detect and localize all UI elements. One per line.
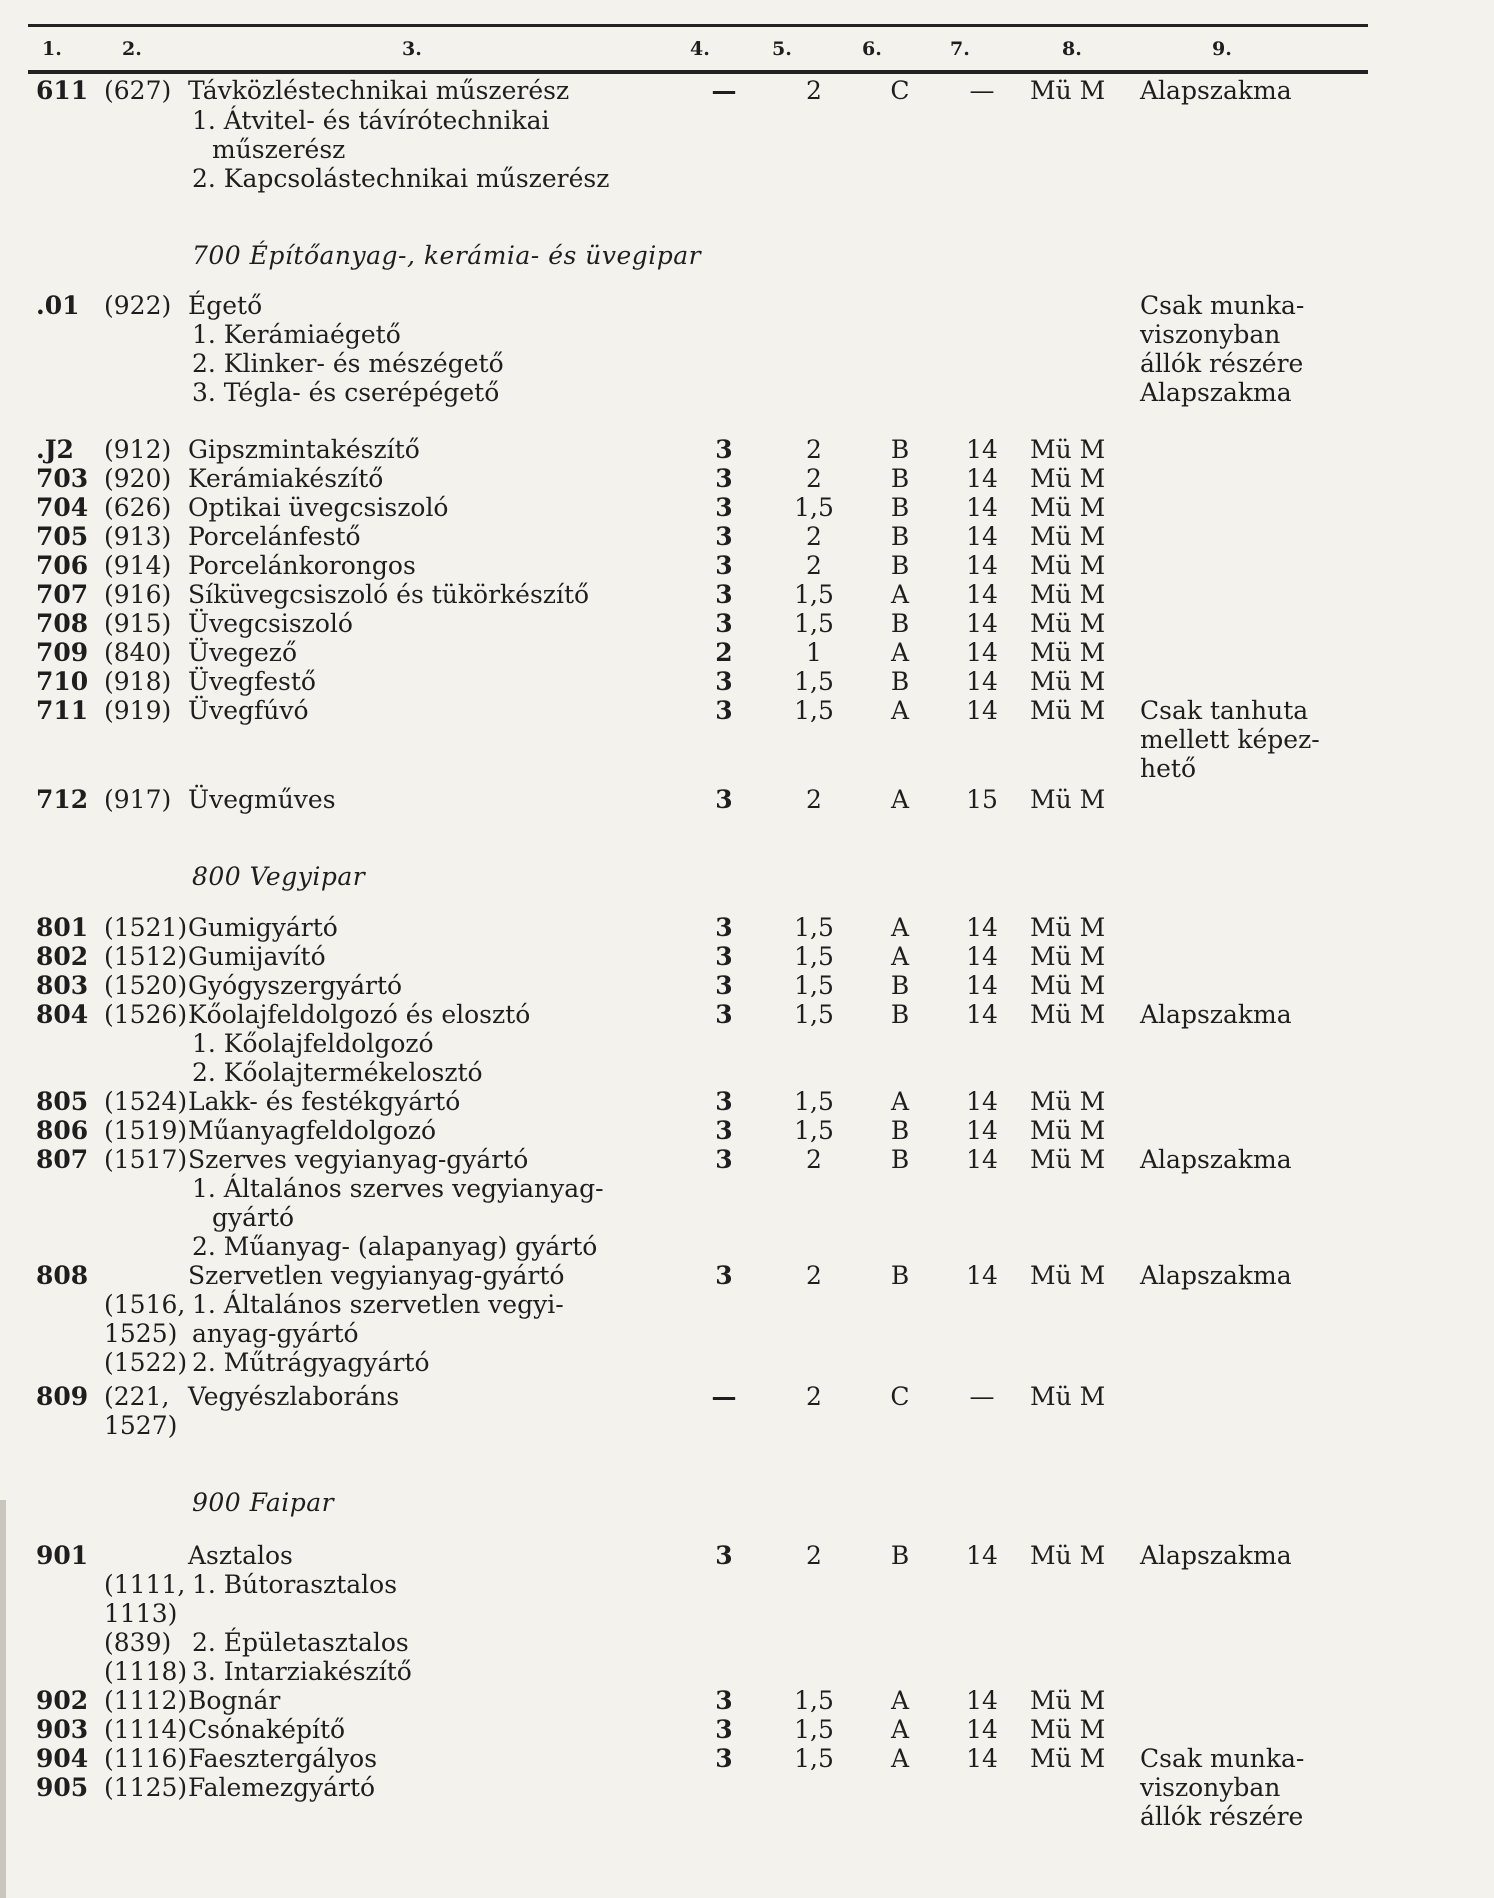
col-5-value: 2 <box>806 1261 822 1290</box>
col-7-value: 14 <box>966 1145 998 1174</box>
old-code: (912) <box>104 435 172 464</box>
col-8-value: Mü M <box>1030 580 1106 609</box>
col-7-value: 14 <box>966 1087 998 1116</box>
old-code: (221, <box>104 1382 170 1411</box>
col-7-value: 14 <box>966 942 998 971</box>
old-code: (918) <box>104 667 172 696</box>
old-code: (1111, <box>104 1570 186 1599</box>
col-5-value: 1,5 <box>794 1686 834 1715</box>
occupation-name: Műanyagfeldolgozó <box>188 1116 437 1145</box>
old-code: 1527) <box>104 1411 178 1440</box>
occupation-code: 801 <box>36 913 89 942</box>
col-8-value: Mü M <box>1030 1382 1106 1411</box>
occupation-code: 903 <box>36 1715 89 1744</box>
occupation-code: 704 <box>36 493 89 522</box>
col-4-value: 3 <box>715 1541 733 1570</box>
old-code: (1512) <box>104 942 188 971</box>
occupation-name: Faesztergályos <box>188 1744 378 1773</box>
sub-occupation: gyártó <box>212 1203 295 1232</box>
col-6-value: A <box>890 696 910 725</box>
col-6-value: B <box>890 464 910 493</box>
occupation-name: Asztalos <box>188 1541 293 1570</box>
col-7-value: 14 <box>966 1116 998 1145</box>
old-code: (1114) <box>104 1715 188 1744</box>
col-8-value: Mü M <box>1030 522 1106 551</box>
old-code: (1521) <box>104 913 188 942</box>
col-5-value: 1,5 <box>794 971 834 1000</box>
col-7-value: 14 <box>966 1541 998 1570</box>
col-6-value: A <box>890 913 910 942</box>
sub-occupation: 1. Kőolajfeldolgozó <box>192 1029 434 1058</box>
occupation-name: Bognár <box>188 1686 281 1715</box>
section-heading: 900 Faipar <box>192 1488 335 1517</box>
old-code: (915) <box>104 609 172 638</box>
sub-occupation: 1. Kerámiaégető <box>192 320 401 349</box>
col-7-value: 14 <box>966 609 998 638</box>
col-8-value: Mü M <box>1030 1116 1106 1145</box>
col-7-value: 14 <box>966 1715 998 1744</box>
col-9-note: hető <box>1140 754 1196 783</box>
col-4-value: 3 <box>715 667 733 696</box>
col-5-value: 1,5 <box>794 696 834 725</box>
col-5-value: 1,5 <box>794 942 834 971</box>
sub-occupation: 1. Általános szervetlen vegyi- <box>192 1290 564 1319</box>
col-4-value: 3 <box>715 971 733 1000</box>
occupation-code: 806 <box>36 1116 89 1145</box>
occupation-code: 709 <box>36 638 89 667</box>
sub-occupation: 2. Épületasztalos <box>192 1628 409 1657</box>
col-6-value: B <box>890 551 910 580</box>
occupation-name: Síküvegcsiszoló és tükörkészítő <box>188 580 590 609</box>
col-6-value: B <box>890 971 910 1000</box>
col-5-value: 1,5 <box>794 1087 834 1116</box>
occupation-name: Optikai üvegcsiszoló <box>188 493 449 522</box>
col-5-value: 1,5 <box>794 1000 834 1029</box>
col-6-value: C <box>890 1382 910 1411</box>
col-4-value: — <box>711 1382 737 1411</box>
col-5-value: 2 <box>806 76 822 105</box>
occupation-code: 808 <box>36 1261 89 1290</box>
old-code: (1516, <box>104 1290 186 1319</box>
occupation-name: Üvegfestő <box>188 667 316 696</box>
col-9-note: Alapszakma <box>1140 378 1292 407</box>
col-6-value: B <box>890 522 910 551</box>
old-code: (1524) <box>104 1087 188 1116</box>
header-rule <box>28 70 1368 74</box>
col-7-value: 14 <box>966 580 998 609</box>
col-6-value: A <box>890 1744 910 1773</box>
old-code: (916) <box>104 580 172 609</box>
sub-occupation: 2. Műanyag- (alapanyag) gyártó <box>192 1232 598 1261</box>
col-7-value: 14 <box>966 1744 998 1773</box>
col-9-note: viszonyban <box>1140 1773 1281 1802</box>
occupation-code: 705 <box>36 522 89 551</box>
occupation-code: 803 <box>36 971 89 1000</box>
col-7-value: 14 <box>966 435 998 464</box>
old-code: (922) <box>104 291 172 320</box>
old-code: (626) <box>104 493 172 522</box>
occupation-code: 804 <box>36 1000 89 1029</box>
old-code: 1113) <box>104 1599 178 1628</box>
occupation-name: Kerámiakészítő <box>188 464 384 493</box>
col-7-value: — <box>969 76 995 105</box>
occupation-name: Üvegező <box>188 638 298 667</box>
old-code: (1522) <box>104 1348 188 1377</box>
old-code: (1118) <box>104 1657 188 1686</box>
section-heading: 800 Vegyipar <box>192 862 366 891</box>
col-5-value: 1,5 <box>794 609 834 638</box>
col-8-value: Mü M <box>1030 1686 1106 1715</box>
col-6-value: C <box>890 76 910 105</box>
occupation-code: 710 <box>36 667 89 696</box>
col-9-note: állók részére <box>1140 1802 1304 1831</box>
old-code: (1125) <box>104 1773 188 1802</box>
occupation-name: Gumigyártó <box>188 913 338 942</box>
occupation-code: 904 <box>36 1744 89 1773</box>
occupation-name: Kőolajfeldolgozó és elosztó <box>188 1000 531 1029</box>
col-4-value: 3 <box>715 785 733 814</box>
col-4-value: 2 <box>715 638 733 667</box>
col-9-note: Csak munka- <box>1140 1744 1305 1773</box>
sub-occupation: 3. Tégla- és cserépégető <box>192 378 500 407</box>
col-8-value: Mü M <box>1030 1145 1106 1174</box>
col-4-value: 3 <box>715 1116 733 1145</box>
occupation-name: Üvegműves <box>188 785 336 814</box>
col-4-value: 3 <box>715 1744 733 1773</box>
col-9-note: Csak tanhuta <box>1140 696 1309 725</box>
col-5-value: 2 <box>806 522 822 551</box>
occupation-name: Csónaképítő <box>188 1715 346 1744</box>
col-6-value: B <box>890 1541 910 1570</box>
col-4-value: 3 <box>715 1686 733 1715</box>
col-9-note: Alapszakma <box>1140 76 1292 105</box>
col-5-value: 2 <box>806 1145 822 1174</box>
occupation-code: 712 <box>36 785 89 814</box>
old-code: (1526) <box>104 1000 188 1029</box>
col-7-value: 14 <box>966 667 998 696</box>
col-8-value: Mü M <box>1030 551 1106 580</box>
occupation-name: Lakk- és festékgyártó <box>188 1087 461 1116</box>
col-4-value: 3 <box>715 464 733 493</box>
sub-occupation: 1. Bútorasztalos <box>192 1570 398 1599</box>
sub-occupation: 2. Műtrágyagyártó <box>192 1348 430 1377</box>
column-header-6: 6. <box>862 38 882 60</box>
col-7-value: 14 <box>966 913 998 942</box>
col-8-value: Mü M <box>1030 435 1106 464</box>
occupation-name: Szervetlen vegyianyag-gyártó <box>188 1261 565 1290</box>
occupation-code: 706 <box>36 551 89 580</box>
sub-occupation: 1. Átvitel- és távírótechnikai <box>192 106 550 135</box>
col-6-value: B <box>890 1145 910 1174</box>
column-header-8: 8. <box>1062 38 1082 60</box>
occupation-name: Gipszmintakészítő <box>188 435 420 464</box>
col-8-value: Mü M <box>1030 1087 1106 1116</box>
col-5-value: 1,5 <box>794 1116 834 1145</box>
sub-occupation: 2. Klinker- és mészégető <box>192 349 504 378</box>
col-9-note: Csak munka- <box>1140 291 1305 320</box>
col-8-value: Mü M <box>1030 1000 1106 1029</box>
occupation-name: Porcelánfestő <box>188 522 361 551</box>
col-5-value: 2 <box>806 785 822 814</box>
old-code: (839) <box>104 1628 172 1657</box>
sub-occupation: 2. Kapcsolástechnikai műszerész <box>192 164 610 193</box>
occupation-name: Porcelánkorongos <box>188 551 416 580</box>
old-code: (840) <box>104 638 172 667</box>
col-7-value: 14 <box>966 1261 998 1290</box>
col-7-value: 14 <box>966 551 998 580</box>
col-9-note: Alapszakma <box>1140 1261 1292 1290</box>
col-9-note: Alapszakma <box>1140 1541 1292 1570</box>
occupation-code: 805 <box>36 1087 89 1116</box>
col-8-value: Mü M <box>1030 667 1106 696</box>
column-header-7: 7. <box>950 38 970 60</box>
old-code: (1519) <box>104 1116 188 1145</box>
col-8-value: Mü M <box>1030 913 1106 942</box>
col-8-value: Mü M <box>1030 1541 1106 1570</box>
col-5-value: 2 <box>806 435 822 464</box>
old-code: (1112) <box>104 1686 188 1715</box>
col-4-value: 3 <box>715 435 733 464</box>
occupation-code: 807 <box>36 1145 89 1174</box>
col-8-value: Mü M <box>1030 609 1106 638</box>
col-6-value: B <box>890 667 910 696</box>
occupation-code: 905 <box>36 1773 89 1802</box>
col-8-value: Mü M <box>1030 971 1106 1000</box>
col-4-value: 3 <box>715 580 733 609</box>
col-7-value: 14 <box>966 522 998 551</box>
occupation-code: 809 <box>36 1382 89 1411</box>
occupation-code: 802 <box>36 942 89 971</box>
col-5-value: 1,5 <box>794 493 834 522</box>
col-5-value: 2 <box>806 551 822 580</box>
col-5-value: 2 <box>806 464 822 493</box>
column-header-4: 4. <box>690 38 710 60</box>
top-rule <box>28 24 1368 27</box>
col-6-value: B <box>890 435 910 464</box>
old-code: (1116) <box>104 1744 188 1773</box>
column-header-9: 9. <box>1212 38 1232 60</box>
col-8-value: Mü M <box>1030 1261 1106 1290</box>
old-code: (1520) <box>104 971 188 1000</box>
column-header-1: 1. <box>42 38 62 60</box>
sub-occupation: 1. Általános szerves vegyianyag- <box>192 1174 604 1203</box>
col-4-value: 3 <box>715 1145 733 1174</box>
col-9-note: viszonyban <box>1140 320 1281 349</box>
col-6-value: B <box>890 1261 910 1290</box>
col-4-value: 3 <box>715 522 733 551</box>
sub-occupation: műszerész <box>212 135 346 164</box>
occupation-code: 707 <box>36 580 89 609</box>
col-8-value: Mü M <box>1030 638 1106 667</box>
occupation-code: 703 <box>36 464 89 493</box>
old-code: (1517) <box>104 1145 188 1174</box>
col-8-value: Mü M <box>1030 1715 1106 1744</box>
col-4-value: 3 <box>715 609 733 638</box>
sub-occupation: 3. Intarziakészítő <box>192 1657 412 1686</box>
col-5-value: 1,5 <box>794 667 834 696</box>
occupation-code: 901 <box>36 1541 89 1570</box>
old-code: (917) <box>104 785 172 814</box>
col-6-value: B <box>890 1116 910 1145</box>
col-4-value: 3 <box>715 493 733 522</box>
col-4-value: 3 <box>715 913 733 942</box>
col-8-value: Mü M <box>1030 785 1106 814</box>
col-4-value: 3 <box>715 1261 733 1290</box>
col-7-value: — <box>969 1382 995 1411</box>
col-5-value: 1,5 <box>794 1715 834 1744</box>
col-7-value: 14 <box>966 1000 998 1029</box>
col-5-value: 1 <box>806 638 822 667</box>
old-code: (919) <box>104 696 172 725</box>
col-7-value: 14 <box>966 493 998 522</box>
col-4-value: — <box>711 76 737 105</box>
occupation-name: Falemezgyártó <box>188 1773 376 1802</box>
occupation-code: 711 <box>36 696 89 725</box>
col-6-value: A <box>890 638 910 667</box>
col-9-note: Alapszakma <box>1140 1000 1292 1029</box>
col-8-value: Mü M <box>1030 464 1106 493</box>
col-6-value: A <box>890 1715 910 1744</box>
col-4-value: 3 <box>715 1087 733 1116</box>
old-code: (920) <box>104 464 172 493</box>
col-7-value: 14 <box>966 971 998 1000</box>
col-6-value: A <box>890 1686 910 1715</box>
col-5-value: 2 <box>806 1382 822 1411</box>
section-heading: 700 Építőanyag-, kerámia- és üvegipar <box>192 241 702 270</box>
occupation-code: 902 <box>36 1686 89 1715</box>
col-8-value: Mü M <box>1030 493 1106 522</box>
col-6-value: B <box>890 1000 910 1029</box>
old-code: 1525) <box>104 1319 178 1348</box>
col-8-value: Mü M <box>1030 942 1106 971</box>
occupation-name: Üvegcsiszoló <box>188 609 353 638</box>
col-8-value: Mü M <box>1030 1744 1106 1773</box>
col-5-value: 1,5 <box>794 1744 834 1773</box>
col-6-value: B <box>890 493 910 522</box>
col-8-value: Mü M <box>1030 696 1106 725</box>
page-edge-shadow <box>0 1500 6 1898</box>
column-header-5: 5. <box>772 38 792 60</box>
col-7-value: 14 <box>966 1686 998 1715</box>
col-7-value: 14 <box>966 638 998 667</box>
occupation-name: Távközléstechnikai műszerész <box>188 76 570 105</box>
col-7-value: 14 <box>966 696 998 725</box>
occupation-name: Égető <box>188 291 263 320</box>
occupation-name: Gumijavító <box>188 942 326 971</box>
col-8-value: Mü M <box>1030 76 1106 105</box>
col-9-note: Alapszakma <box>1140 1145 1292 1174</box>
occupation-code: .J2 <box>36 435 74 464</box>
col-6-value: A <box>890 785 910 814</box>
col-4-value: 3 <box>715 1715 733 1744</box>
col-6-value: A <box>890 942 910 971</box>
old-code: (913) <box>104 522 172 551</box>
occupation-name: Gyógyszergyártó <box>188 971 403 1000</box>
old-code: (914) <box>104 551 172 580</box>
col-7-value: 14 <box>966 464 998 493</box>
col-9-note: állók részére <box>1140 349 1304 378</box>
col-4-value: 3 <box>715 696 733 725</box>
col-6-value: A <box>890 1087 910 1116</box>
occupation-code: 708 <box>36 609 89 638</box>
column-header-2: 2. <box>122 38 142 60</box>
col-4-value: 3 <box>715 1000 733 1029</box>
col-6-value: A <box>890 580 910 609</box>
occupation-name: Vegyészlaboráns <box>188 1382 400 1411</box>
col-5-value: 1,5 <box>794 580 834 609</box>
column-header-3: 3. <box>402 38 422 60</box>
old-code: (627) <box>104 76 172 105</box>
col-6-value: B <box>890 609 910 638</box>
col-4-value: 3 <box>715 942 733 971</box>
sub-occupation: 2. Kőolajtermékelosztó <box>192 1058 483 1087</box>
col-4-value: 3 <box>715 551 733 580</box>
col-5-value: 1,5 <box>794 913 834 942</box>
sub-occupation: anyag-gyártó <box>192 1319 359 1348</box>
col-7-value: 15 <box>966 785 998 814</box>
col-9-note: mellett képez- <box>1140 725 1320 754</box>
occupation-code: .01 <box>36 291 80 320</box>
occupation-name: Üvegfúvó <box>188 696 309 725</box>
occupation-name: Szerves vegyianyag-gyártó <box>188 1145 529 1174</box>
col-5-value: 2 <box>806 1541 822 1570</box>
occupation-code: 611 <box>36 76 89 105</box>
